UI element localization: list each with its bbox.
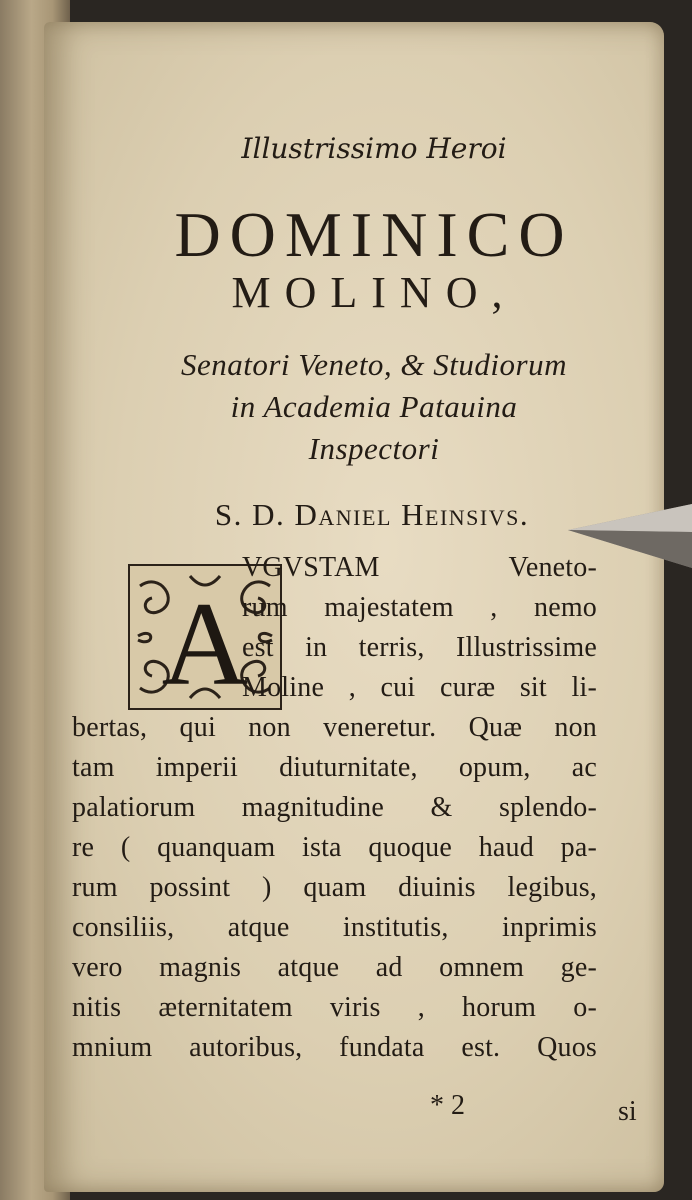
body-line-6: tam imperii diuturnitate, opum, ac	[72, 752, 597, 783]
body-line-11: vero magnis atque ad omnem ge-	[72, 952, 597, 983]
book-page	[44, 22, 664, 1192]
body-line-3: est in terris, Illustrissime	[242, 632, 597, 663]
body-line-1: VGVSTAM Veneto-	[242, 552, 597, 583]
initial-letter: A	[161, 577, 249, 708]
body-line-12: nitis æternitatem viris , horum o-	[72, 992, 597, 1023]
salutation-name: Daniel Heinsivs.	[294, 497, 530, 532]
body-line-9: rum possint ) quam diuinis legibus,	[72, 872, 597, 903]
body-line-10: consiliis, atque institutis, inprimis	[72, 912, 597, 943]
catchword: si	[618, 1096, 637, 1127]
signature-mark: * 2	[430, 1090, 465, 1121]
body-line-2: rum majestatem , nemo	[242, 592, 597, 623]
page-pointer-icon	[566, 498, 692, 574]
dedicatee-surname: MOLINO,	[231, 268, 517, 317]
dedication-heading: Illustrissimo Heroi	[241, 132, 507, 165]
body-line-8: re ( quanquam ista quoque haud pa-	[72, 832, 597, 863]
body-line-13: mnium autoribus, fundata est. Quos	[72, 1032, 597, 1063]
title-line-3: Inspectori	[308, 431, 440, 466]
title-line-1: Senatori Veneto, & Studiorum	[181, 347, 567, 382]
body-line-4: Moline , cui curæ sit li-	[242, 672, 597, 703]
body-line-5: bertas, qui non veneretur. Quæ non	[72, 712, 597, 743]
title-line-2: in Academia Patauina	[230, 389, 518, 424]
body-line-7: palatiorum magnitudine & splendo-	[72, 792, 597, 823]
dedicatee-first-name: DOMINICO	[174, 199, 574, 270]
salutation-prefix: S. D.	[214, 497, 286, 532]
